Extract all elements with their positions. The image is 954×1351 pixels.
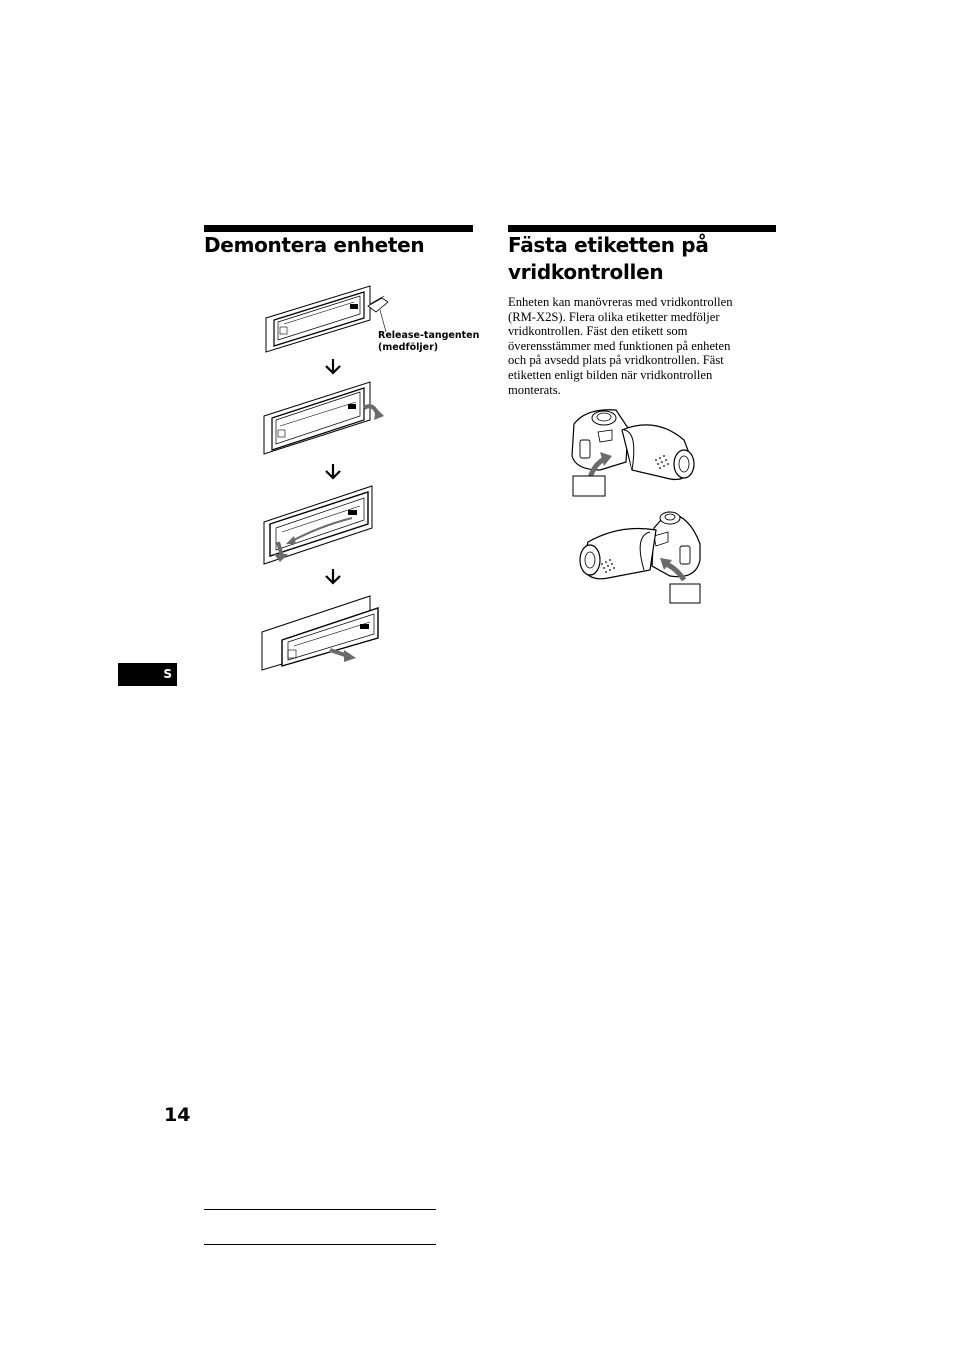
footer-rule-1: [204, 1209, 436, 1210]
removal-step-1-illustration: [260, 280, 390, 360]
section-rule-left: [204, 225, 473, 232]
removal-step-4-illustration: [260, 592, 390, 672]
section-rule-right: [508, 225, 776, 232]
language-tab: S: [118, 663, 177, 686]
down-arrow-icon: [324, 568, 342, 586]
section-title-demontera: Demontera enheten: [204, 233, 425, 257]
rotary-commander-illustration-2: [574, 506, 708, 606]
label-instructions-paragraph: Enheten kan manövreras med vridkontrollen (RM-X2S). Flera olika etiketter medföljer vridkontrollen. Fäst den etikett som överensstämmer med funktionen på enheten och på avsedd plats på vridkontrollen. Fäst etiketten enligt bilden när vridkontrollen monterats.: [508, 295, 733, 397]
down-arrow-icon: [324, 358, 342, 376]
removal-step-2-illustration: [260, 380, 390, 462]
removal-step-3-illustration: [260, 484, 390, 566]
section-title-fasta: Fästa etiketten på vridkontrollen: [508, 233, 709, 284]
page-number: 14: [164, 1104, 191, 1126]
down-arrow-icon: [324, 463, 342, 481]
rotary-commander-illustration-1: [566, 404, 700, 500]
footer-rule-2: [204, 1244, 436, 1245]
release-key-callout: Release-tangenten (medföljer): [378, 330, 480, 353]
